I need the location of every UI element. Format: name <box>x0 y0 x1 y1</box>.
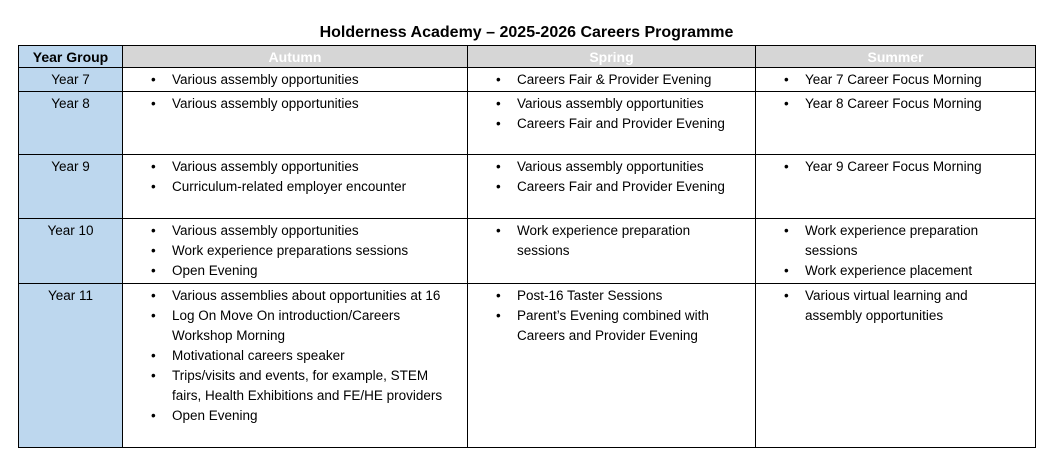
bullet-list <box>468 286 733 346</box>
header-autumn: Autumn <box>123 46 468 68</box>
bullet-item: • Work experience preparation sessions <box>494 221 733 261</box>
bullet-list <box>756 157 1013 177</box>
bullet-list <box>123 221 445 281</box>
bullet-list <box>468 70 733 90</box>
summer-cell <box>756 219 1036 284</box>
header-summer: Summer <box>756 46 1036 68</box>
year-label: Year 9 <box>19 155 123 219</box>
spring-cell <box>468 68 756 92</box>
summer-cell <box>756 68 1036 92</box>
bullet-list <box>123 157 445 197</box>
header-spring: Spring <box>468 46 756 68</box>
bullet-list <box>468 94 733 134</box>
bullet-item: • Year 7 Career Focus Morning <box>782 70 1013 90</box>
bullet-item: • Various assembly opportunities <box>149 70 445 90</box>
year-label: Year 8 <box>19 92 123 155</box>
bullet-item: • Careers Fair & Provider Evening <box>494 70 733 90</box>
spring-cell <box>468 219 756 284</box>
bullet-list <box>756 286 1013 326</box>
year-label: Year 11 <box>19 284 123 448</box>
bullet-item: • Various assemblies about opportunities at 16 <box>149 286 445 306</box>
bullet-item: • Various assembly opportunities <box>149 94 445 114</box>
table-row-year-8 <box>19 92 1036 155</box>
table-row-year-7 <box>19 68 1036 92</box>
spring-cell <box>468 155 756 219</box>
bullet-item: • Year 8 Career Focus Morning <box>782 94 1013 114</box>
bullet-list <box>468 157 733 197</box>
bullet-item: • Open Evening <box>149 261 445 281</box>
page-title: Holderness Academy – 2025-2026 Careers Programme <box>319 24 734 41</box>
bullet-item: • Motivational careers speaker <box>149 346 445 366</box>
table-row-year-9 <box>19 155 1036 219</box>
bullet-list <box>756 70 1013 90</box>
bullet-item: • Curriculum-related employer encounter <box>149 177 445 197</box>
header-year-group: Year Group <box>19 46 123 68</box>
autumn-cell <box>123 92 468 155</box>
summer-cell <box>756 92 1036 155</box>
bullet-item: • Work experience preparation sessions <box>782 221 1013 261</box>
table-row-year-11 <box>19 284 1036 448</box>
bullet-item: • Various assembly opportunities <box>494 157 733 177</box>
bullet-list <box>123 94 445 114</box>
bullet-item: • Work experience preparations sessions <box>149 241 445 261</box>
bullet-list <box>756 94 1013 114</box>
spring-cell <box>468 92 756 155</box>
bullet-item: • Year 9 Career Focus Morning <box>782 157 1013 177</box>
table-row-year-10 <box>19 219 1036 284</box>
bullet-item: • Various assembly opportunities <box>149 221 445 241</box>
summer-cell <box>756 155 1036 219</box>
bullet-item: • Various virtual learning and assembly opportunities <box>782 286 1013 326</box>
year-label: Year 10 <box>19 219 123 284</box>
bullet-list <box>123 286 445 426</box>
autumn-cell <box>123 284 468 448</box>
bullet-list <box>468 221 733 261</box>
year-label: Year 7 <box>19 68 123 92</box>
bullet-item: • Log On Move On introduction/Careers Workshop Morning <box>149 306 445 346</box>
header-row <box>19 46 1036 68</box>
autumn-cell <box>123 155 468 219</box>
bullet-item: • Parent’s Evening combined with Careers and Provider Evening <box>494 306 733 346</box>
bullet-item: • Open Evening <box>149 406 445 426</box>
bullet-item: • Trips/visits and events, for example, STEM fairs, Health Exhibitions and FE/HE providers <box>149 366 445 406</box>
bullet-item: • Various assembly opportunities <box>149 157 445 177</box>
spring-cell <box>468 284 756 448</box>
bullet-item: • Work experience placement <box>782 261 1013 281</box>
bullet-list <box>756 221 1013 281</box>
bullet-item: • Careers Fair and Provider Evening <box>494 177 733 197</box>
bullet-list <box>123 70 445 90</box>
bullet-item: • Various assembly opportunities <box>494 94 733 114</box>
autumn-cell <box>123 219 468 284</box>
careers-programme-table <box>18 45 1036 448</box>
bullet-item: • Post-16 Taster Sessions <box>494 286 733 306</box>
autumn-cell <box>123 68 468 92</box>
summer-cell <box>756 284 1036 448</box>
bullet-item: • Careers Fair and Provider Evening <box>494 114 733 134</box>
